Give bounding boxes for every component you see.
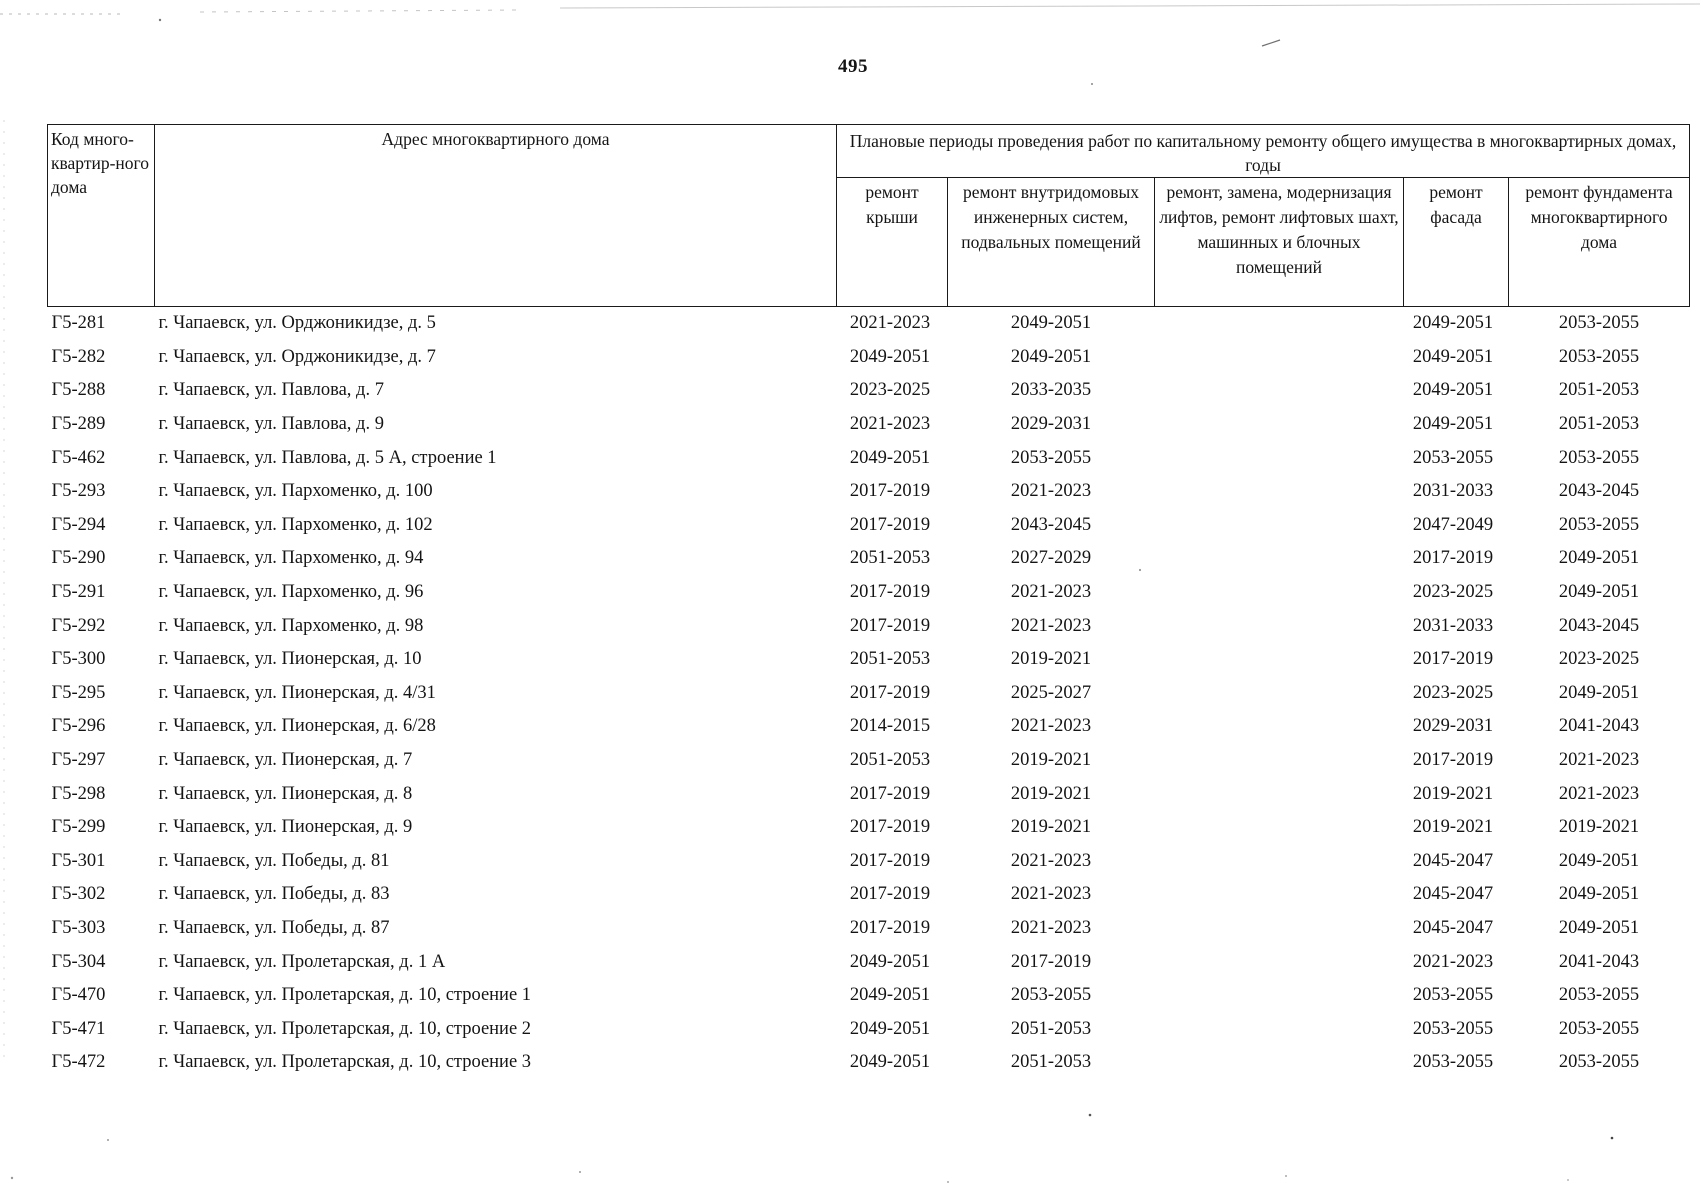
header-facade-repair: ремонт фасада: [1404, 178, 1509, 307]
facade-repair-cell: 2023-2025: [1412, 582, 1494, 603]
facade-repair-cell: 2017-2019: [1412, 649, 1494, 670]
table-row: [48, 475, 1690, 509]
lift-repair-cell: [1155, 1046, 1404, 1080]
systems-repair-cell: 2021-2023: [1010, 481, 1092, 502]
lift-repair-cell: [1155, 912, 1404, 946]
table-row: [48, 710, 1690, 744]
address-cell: г. Чапаевск, ул. Павлова, д. 5 А, строение 1: [158, 447, 497, 468]
facade-repair-cell: 2045-2047: [1412, 850, 1494, 871]
house-code-cell: Г5-462: [51, 447, 106, 468]
systems-repair-cell: 2029-2031: [1010, 414, 1092, 435]
address-cell: г. Чапаевск, ул. Пархоменко, д. 102: [158, 514, 433, 535]
roof-repair-cell: 2017-2019: [849, 582, 931, 603]
foundation-repair-cell: 2053-2055: [1558, 514, 1640, 535]
table-row: [48, 542, 1690, 576]
roof-repair-cell: 2051-2053: [849, 649, 931, 670]
roof-repair-cell: 2017-2019: [849, 682, 931, 703]
lift-repair-cell: [1155, 1012, 1404, 1046]
facade-repair-cell: 2049-2051: [1412, 313, 1494, 334]
facade-repair-cell: 2053-2055: [1412, 985, 1494, 1006]
foundation-repair-cell: 2043-2045: [1558, 481, 1640, 502]
address-cell: г. Чапаевск, ул. Пархоменко, д. 98: [158, 615, 424, 636]
foundation-repair-cell: 2043-2045: [1558, 615, 1640, 636]
house-code-cell: Г5-281: [51, 313, 106, 334]
lift-repair-cell: [1155, 475, 1404, 509]
lift-repair-cell: [1155, 576, 1404, 610]
roof-repair-cell: 2017-2019: [849, 514, 931, 535]
address-cell: г. Чапаевск, ул. Пролетарская, д. 10, строение 3: [158, 1052, 532, 1073]
address-cell: г. Чапаевск, ул. Пархоменко, д. 100: [158, 481, 433, 502]
systems-repair-cell: 2043-2045: [1010, 514, 1092, 535]
table-header: [48, 125, 1690, 307]
roof-repair-cell: 2049-2051: [849, 1052, 931, 1073]
lift-repair-cell: [1155, 811, 1404, 845]
address-cell: г. Чапаевск, ул. Павлова, д. 9: [158, 414, 384, 435]
facade-repair-cell: 2045-2047: [1412, 917, 1494, 938]
lift-repair-cell: [1155, 710, 1404, 744]
address-cell: г. Чапаевск, ул. Пролетарская, д. 10, строение 2: [158, 1018, 532, 1039]
table-row: [48, 1046, 1690, 1080]
foundation-repair-cell: 2021-2023: [1558, 783, 1640, 804]
lift-repair-cell: [1155, 408, 1404, 442]
header-roof-repair: ремонт крыши: [837, 178, 948, 307]
facade-repair-cell: 2021-2023: [1412, 951, 1494, 972]
house-code-cell: Г5-293: [51, 481, 106, 502]
lift-repair-cell: [1155, 341, 1404, 375]
systems-repair-cell: 2051-2053: [1010, 1052, 1092, 1073]
address-cell: г. Чапаевск, ул. Пионерская, д. 9: [158, 817, 413, 838]
table-row: [48, 845, 1690, 879]
address-cell: г. Чапаевск, ул. Победы, д. 83: [158, 884, 390, 905]
lift-repair-cell: [1155, 441, 1404, 475]
house-code-cell: Г5-289: [51, 414, 106, 435]
roof-repair-cell: 2021-2023: [849, 313, 931, 334]
foundation-repair-cell: 2051-2053: [1558, 380, 1640, 401]
facade-repair-cell: 2031-2033: [1412, 615, 1494, 636]
roof-repair-cell: 2049-2051: [849, 985, 931, 1006]
house-code-cell: Г5-302: [51, 884, 106, 905]
page-number: 495: [838, 56, 868, 77]
house-code-cell: Г5-472: [51, 1052, 106, 1073]
address-cell: г. Чапаевск, ул. Орджоникидзе, д. 5: [158, 313, 436, 334]
foundation-repair-cell: 2019-2021: [1558, 817, 1640, 838]
roof-repair-cell: 2023-2025: [849, 380, 931, 401]
header-lift-repair: ремонт, замена, модернизация лифтов, ремонт лифтовых шахт, машинных и блочных помещений: [1155, 178, 1404, 307]
house-code-cell: Г5-294: [51, 514, 106, 535]
lift-repair-cell: [1155, 374, 1404, 408]
systems-repair-cell: 2021-2023: [1010, 716, 1092, 737]
foundation-repair-cell: 2049-2051: [1558, 884, 1640, 905]
facade-repair-cell: 2029-2031: [1412, 716, 1494, 737]
facade-repair-cell: 2019-2021: [1412, 783, 1494, 804]
table-row: [48, 945, 1690, 979]
table-row: [48, 609, 1690, 643]
header-foundation-repair: ремонт фундамента многоквартирного дома: [1509, 178, 1690, 307]
roof-repair-cell: 2017-2019: [849, 850, 931, 871]
table-row: [48, 744, 1690, 778]
foundation-repair-cell: 2049-2051: [1558, 850, 1640, 871]
table-body: [48, 307, 1690, 1080]
table-row: [48, 677, 1690, 711]
systems-repair-cell: 2021-2023: [1010, 850, 1092, 871]
roof-repair-cell: 2017-2019: [849, 817, 931, 838]
address-cell: г. Чапаевск, ул. Пархоменко, д. 94: [158, 548, 424, 569]
house-code-cell: Г5-298: [51, 783, 106, 804]
facade-repair-cell: 2049-2051: [1412, 414, 1494, 435]
systems-repair-cell: 2019-2021: [1010, 783, 1092, 804]
facade-repair-cell: 2023-2025: [1412, 682, 1494, 703]
systems-repair-cell: 2033-2035: [1010, 380, 1092, 401]
address-cell: г. Чапаевск, ул. Пролетарская, д. 1 А: [158, 951, 446, 972]
systems-repair-cell: 2053-2055: [1010, 985, 1092, 1006]
address-cell: г. Чапаевск, ул. Пролетарская, д. 10, строение 1: [158, 985, 532, 1006]
address-cell: г. Чапаевск, ул. Пархоменко, д. 96: [158, 582, 424, 603]
house-code-cell: Г5-297: [51, 750, 106, 771]
address-cell: г. Чапаевск, ул. Пионерская, д. 7: [158, 750, 413, 771]
house-code-cell: Г5-299: [51, 817, 106, 838]
house-code-cell: Г5-470: [51, 985, 106, 1006]
lift-repair-cell: [1155, 878, 1404, 912]
systems-repair-cell: 2027-2029: [1010, 548, 1092, 569]
systems-repair-cell: 2021-2023: [1010, 615, 1092, 636]
systems-repair-cell: 2021-2023: [1010, 582, 1092, 603]
table-row: [48, 643, 1690, 677]
roof-repair-cell: 2017-2019: [849, 615, 931, 636]
table-row: [48, 307, 1690, 341]
roof-repair-cell: 2049-2051: [849, 1018, 931, 1039]
foundation-repair-cell: 2049-2051: [1558, 917, 1640, 938]
address-cell: г. Чапаевск, ул. Пионерская, д. 8: [158, 783, 413, 804]
foundation-repair-cell: 2053-2055: [1558, 1018, 1640, 1039]
address-cell: г. Чапаевск, ул. Победы, д. 81: [158, 850, 390, 871]
house-code-cell: Г5-288: [51, 380, 106, 401]
systems-repair-cell: 2019-2021: [1010, 649, 1092, 670]
house-code-cell: Г5-304: [51, 951, 106, 972]
lift-repair-cell: [1155, 744, 1404, 778]
address-cell: г. Чапаевск, ул. Пионерская, д. 4/31: [158, 682, 436, 703]
table-row: [48, 576, 1690, 610]
roof-repair-cell: 2017-2019: [849, 917, 931, 938]
foundation-repair-cell: 2049-2051: [1558, 682, 1640, 703]
house-code-cell: Г5-292: [51, 615, 106, 636]
house-code-cell: Г5-471: [51, 1018, 106, 1039]
header-planned-periods: Плановые периоды проведения работ по капитальному ремонту общего имущества в многоквартирных домах, годы: [837, 125, 1690, 178]
house-code-cell: Г5-303: [51, 917, 106, 938]
repair-schedule-table: [47, 124, 1690, 1080]
house-code-cell: Г5-296: [51, 716, 106, 737]
table-row: [48, 509, 1690, 543]
header-engineering-systems-repair: ремонт внутридомовых инженерных систем, подвальных помещений: [948, 178, 1155, 307]
facade-repair-cell: 2031-2033: [1412, 481, 1494, 502]
address-cell: г. Чапаевск, ул. Пионерская, д. 6/28: [158, 716, 436, 737]
facade-repair-cell: 2047-2049: [1412, 514, 1494, 535]
roof-repair-cell: 2014-2015: [849, 716, 931, 737]
house-code-cell: Г5-300: [51, 649, 106, 670]
systems-repair-cell: 2017-2019: [1010, 951, 1092, 972]
table-row: [48, 1012, 1690, 1046]
roof-repair-cell: 2049-2051: [849, 346, 931, 367]
table-row: [48, 374, 1690, 408]
foundation-repair-cell: 2041-2043: [1558, 951, 1640, 972]
foundation-repair-cell: 2041-2043: [1558, 716, 1640, 737]
house-code-cell: Г5-295: [51, 682, 106, 703]
lift-repair-cell: [1155, 542, 1404, 576]
lift-repair-cell: [1155, 777, 1404, 811]
house-code-cell: Г5-290: [51, 548, 106, 569]
systems-repair-cell: 2051-2053: [1010, 1018, 1092, 1039]
lift-repair-cell: [1155, 509, 1404, 543]
table-row: [48, 979, 1690, 1013]
table-row: [48, 341, 1690, 375]
facade-repair-cell: 2019-2021: [1412, 817, 1494, 838]
facade-repair-cell: 2017-2019: [1412, 548, 1494, 569]
facade-repair-cell: 2053-2055: [1412, 447, 1494, 468]
lift-repair-cell: [1155, 845, 1404, 879]
roof-repair-cell: 2049-2051: [849, 951, 931, 972]
systems-repair-cell: 2021-2023: [1010, 917, 1092, 938]
foundation-repair-cell: 2053-2055: [1558, 985, 1640, 1006]
systems-repair-cell: 2049-2051: [1010, 346, 1092, 367]
roof-repair-cell: 2017-2019: [849, 783, 931, 804]
lift-repair-cell: [1155, 643, 1404, 677]
facade-repair-cell: 2045-2047: [1412, 884, 1494, 905]
systems-repair-cell: 2053-2055: [1010, 447, 1092, 468]
roof-repair-cell: 2051-2053: [849, 750, 931, 771]
header-address: Адрес многоквартирного дома: [155, 125, 837, 307]
facade-repair-cell: 2017-2019: [1412, 750, 1494, 771]
foundation-repair-cell: 2053-2055: [1558, 313, 1640, 334]
table-row: [48, 811, 1690, 845]
lift-repair-cell: [1155, 677, 1404, 711]
foundation-repair-cell: 2023-2025: [1558, 649, 1640, 670]
foundation-repair-cell: 2049-2051: [1558, 582, 1640, 603]
address-cell: г. Чапаевск, ул. Павлова, д. 7: [158, 380, 384, 401]
roof-repair-cell: 2021-2023: [849, 414, 931, 435]
lift-repair-cell: [1155, 979, 1404, 1013]
foundation-repair-cell: 2053-2055: [1558, 447, 1640, 468]
facade-repair-cell: 2049-2051: [1412, 346, 1494, 367]
address-cell: г. Чапаевск, ул. Орджоникидзе, д. 7: [158, 346, 436, 367]
roof-repair-cell: 2017-2019: [849, 884, 931, 905]
roof-repair-cell: 2017-2019: [849, 481, 931, 502]
roof-repair-cell: 2049-2051: [849, 447, 931, 468]
foundation-repair-cell: 2049-2051: [1558, 548, 1640, 569]
facade-repair-cell: 2053-2055: [1412, 1018, 1494, 1039]
systems-repair-cell: 2021-2023: [1010, 884, 1092, 905]
foundation-repair-cell: 2021-2023: [1558, 750, 1640, 771]
foundation-repair-cell: 2051-2053: [1558, 414, 1640, 435]
foundation-repair-cell: 2053-2055: [1558, 1052, 1640, 1073]
lift-repair-cell: [1155, 945, 1404, 979]
table-row: [48, 408, 1690, 442]
facade-repair-cell: 2049-2051: [1412, 380, 1494, 401]
lift-repair-cell: [1155, 307, 1404, 341]
table-row: [48, 912, 1690, 946]
address-cell: г. Чапаевск, ул. Победы, д. 87: [158, 917, 390, 938]
systems-repair-cell: 2019-2021: [1010, 817, 1092, 838]
house-code-cell: Г5-291: [51, 582, 106, 603]
systems-repair-cell: 2049-2051: [1010, 313, 1092, 334]
address-cell: г. Чапаевск, ул. Пионерская, д. 10: [158, 649, 422, 670]
systems-repair-cell: 2025-2027: [1010, 682, 1092, 703]
house-code-cell: Г5-282: [51, 346, 106, 367]
roof-repair-cell: 2051-2053: [849, 548, 931, 569]
table-row: [48, 777, 1690, 811]
lift-repair-cell: [1155, 609, 1404, 643]
facade-repair-cell: 2053-2055: [1412, 1052, 1494, 1073]
house-code-cell: Г5-301: [51, 850, 106, 871]
foundation-repair-cell: 2053-2055: [1558, 346, 1640, 367]
table-row: [48, 441, 1690, 475]
table-row: [48, 878, 1690, 912]
header-code: Код много-квартир-ного дома: [48, 125, 155, 307]
systems-repair-cell: 2019-2021: [1010, 750, 1092, 771]
